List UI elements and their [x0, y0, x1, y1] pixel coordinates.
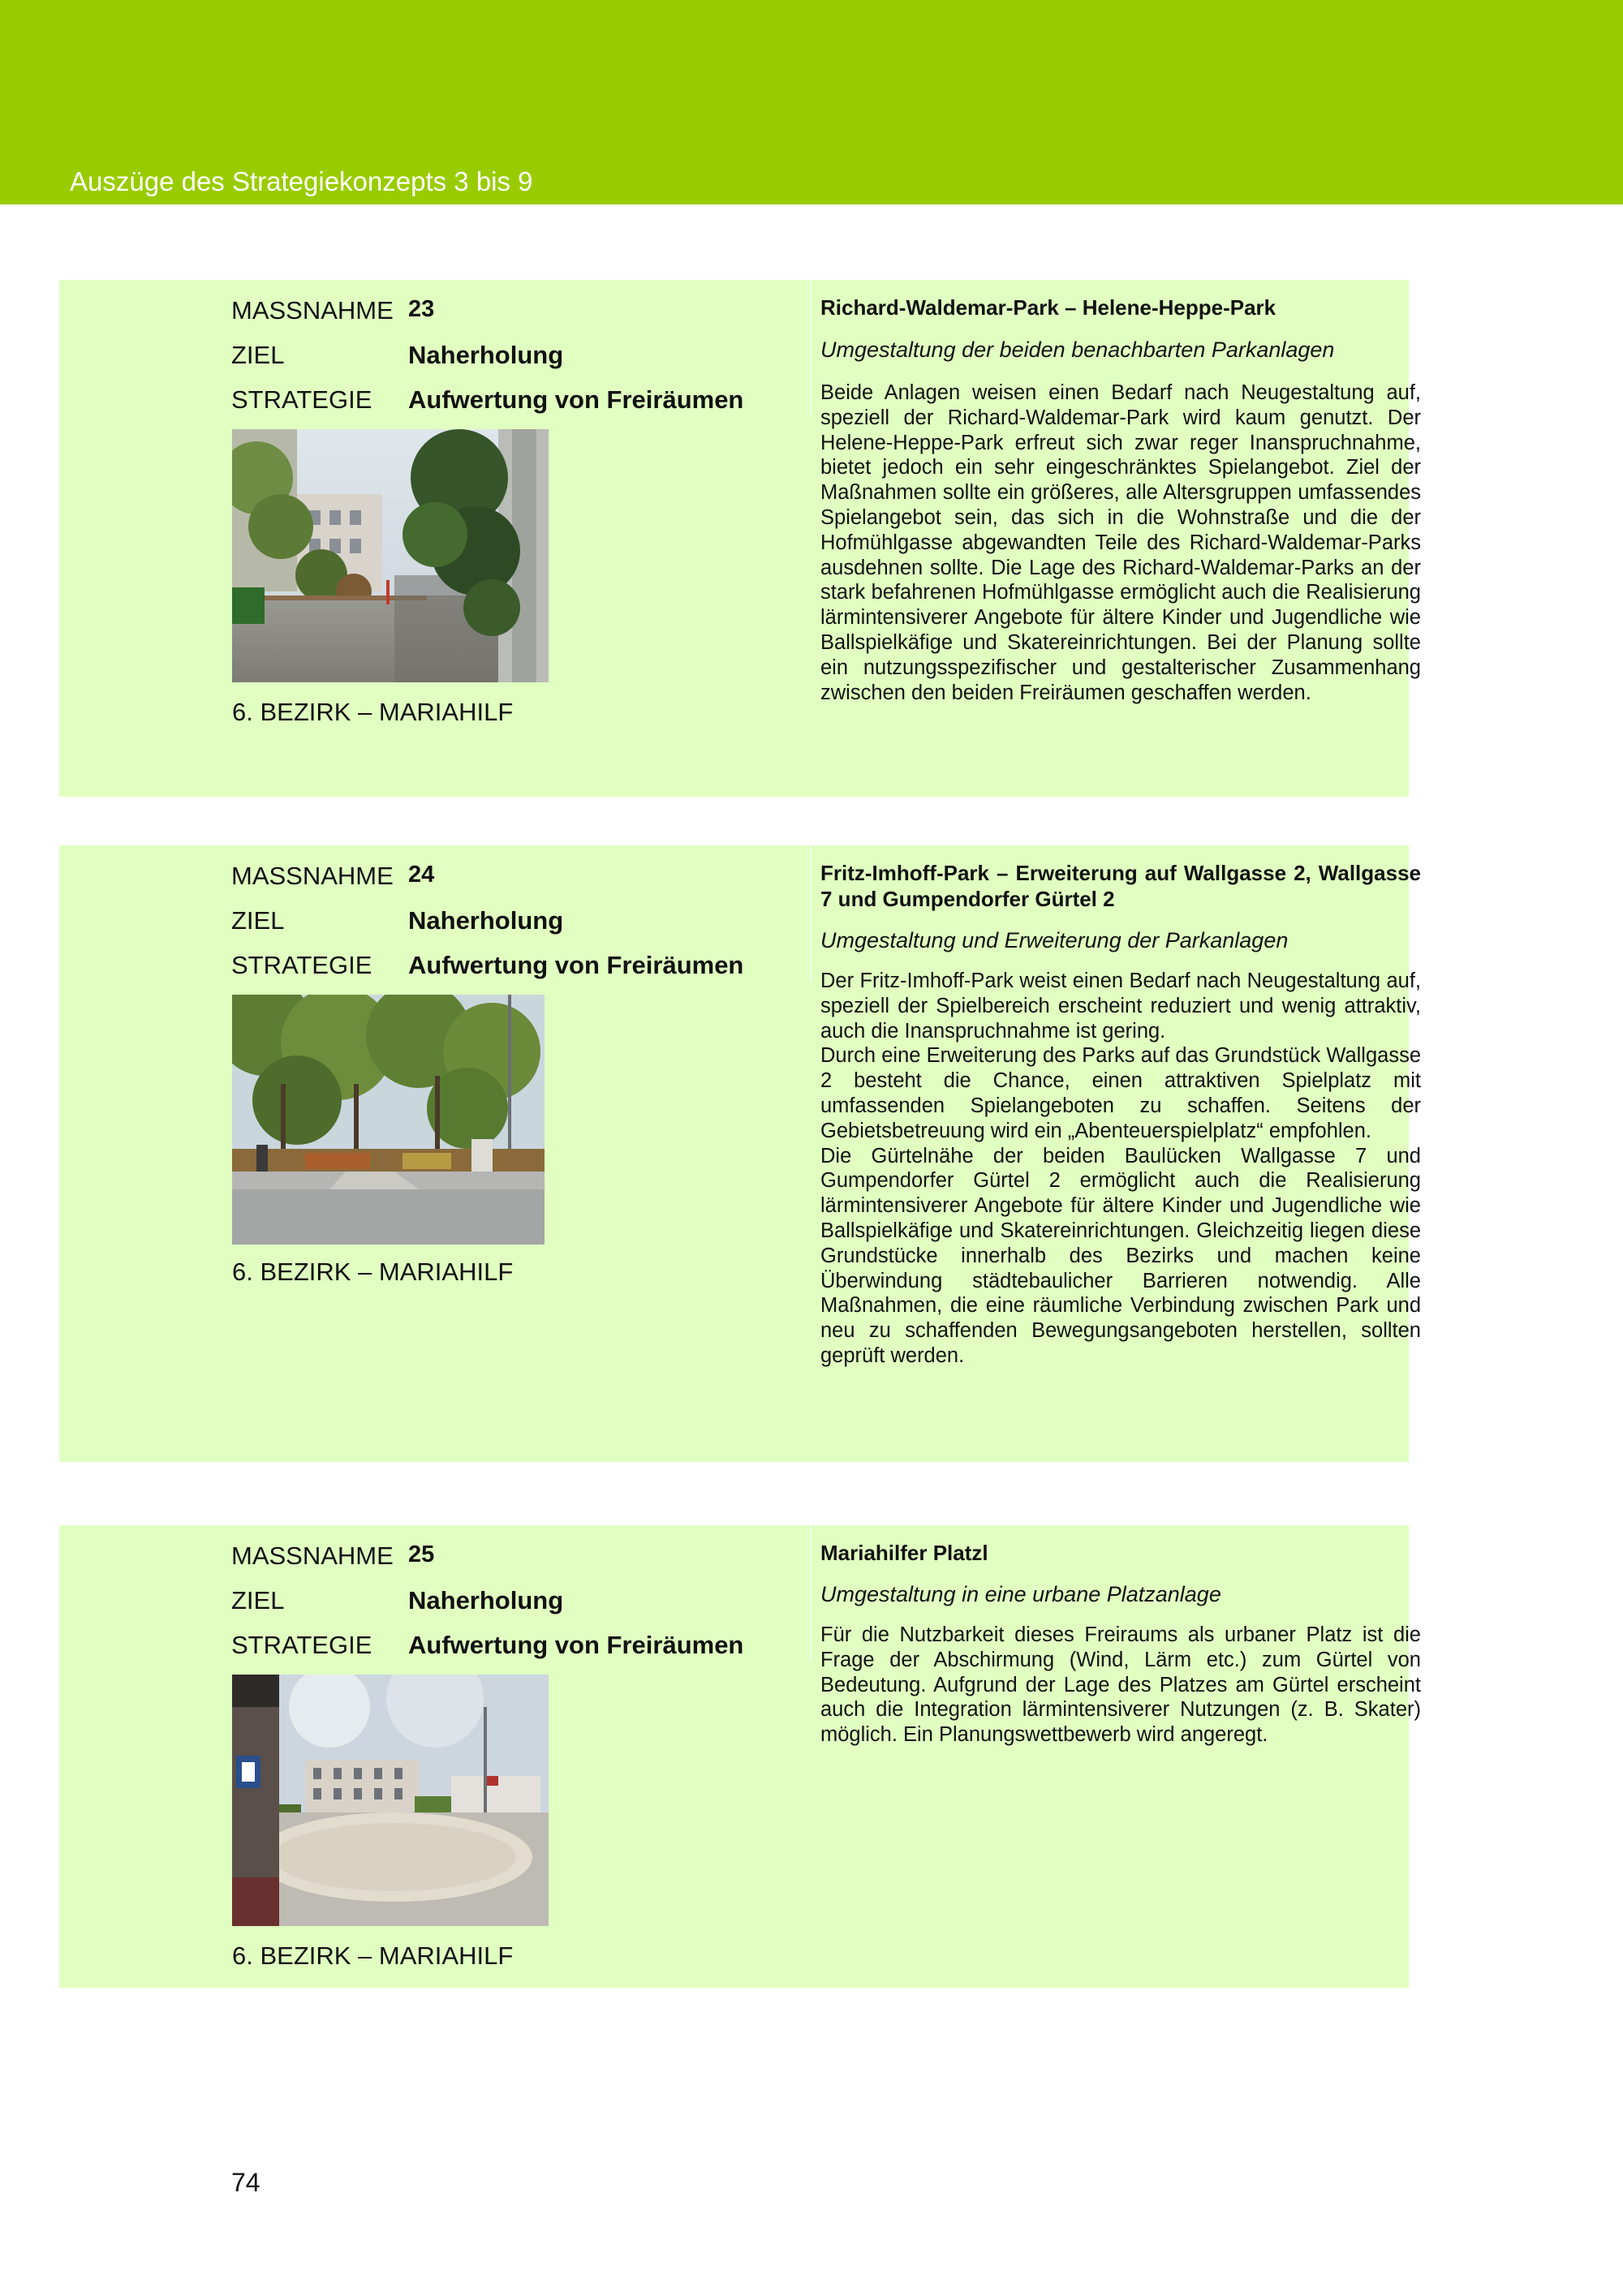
measure-card-25 — [59, 1525, 1421, 1988]
strategie-row — [231, 1631, 807, 1671]
measure-title: Mariahilfer Platzl — [820, 1541, 988, 1565]
strategie-value: Aufwertung von Freiräumen — [408, 385, 744, 414]
park-photo-23 — [232, 429, 549, 682]
ziel-row — [231, 341, 807, 381]
park-photo-23-svg — [232, 429, 549, 682]
strategie-label: STRATEGIE — [231, 1631, 372, 1659]
measure-subtitle: Umgestaltung der beiden benachbarten Parkanlagen — [820, 338, 1335, 362]
massnahme-label: MASSNAHME — [231, 1541, 394, 1570]
ziel-label: ZIEL — [231, 906, 285, 935]
body-paragraph: Für die Nutzbarkeit dieses Freiraums als urbaner Platz ist die Frage der Abschirmung (Wind, Lärm etc.) zum Gürtel von Bedeutung. Aufgrund der Lage des Platzes am Gürtel erscheint auch die Integration lärmintensiverer Nutzungen (z. B. Skater) möglich. Ein Planungswettbewerb wird angeregt. — [820, 1623, 1421, 1747]
strategie-label: STRATEGIE — [231, 951, 372, 979]
massnahme-number: 25 — [408, 1541, 435, 1567]
body-paragraph: Beide Anlagen weisen einen Bedarf nach Neugestaltung auf, speziell der Richard-Waldemar-Park wird kaum genutzt. Der Helene-Heppe-Park erfreut sich zwar reger Inanspruchnahme, bietet jedoch ein sehr eingeschränktes Spielangebot. Ziel der Maßnahmen sollte ein größeres, alle Altersgruppen umfassendes Spielangebot sein, das sich in die Wohnstraße und die der Hofmühlgasse abgewandten Teile des Richard-Waldemar-Parks ausdehnen sollte. Die Lage des Richard-Waldemar-Parks an der stark befahrenen Hofmühlgasse ermöglicht auch die Realisierung lärmintensiverer Angebote für ältere Kinder und Jugendliche wie Ballspielkäfige und Skatereinrichtungen. Bei der Planung sollte ein nutzungsspezifischer und gestalterischer Zusammenhang zwischen den beiden Freiräumen geschaffen werden. — [820, 381, 1421, 704]
massnahme-number: 24 — [408, 862, 435, 888]
ziel-label: ZIEL — [231, 341, 285, 369]
strategie-row — [231, 951, 807, 991]
park-photo-24 — [232, 995, 545, 1245]
measure-subtitle: Umgestaltung und Erweiterung der Parkanlagen — [820, 928, 1289, 952]
ziel-row — [231, 1586, 807, 1627]
meta-divider — [810, 845, 812, 982]
body-paragraph: Der Fritz-Imhoff-Park weist einen Bedarf nach Neugestaltung auf, speziell der Spielbereich erscheint reduziert und wenig attraktiv, auch die Inanspruchnahme ist gering. — [820, 970, 1421, 1043]
massnahme-row — [231, 296, 807, 337]
measure-body — [820, 381, 1421, 705]
measure-subtitle: Umgestaltung in eine urbane Platzanlage — [820, 1582, 1221, 1606]
measure-title: Richard-Waldemar-Park – Helene-Heppe-Park — [820, 295, 1276, 320]
body-paragraph: Die Gürtelnähe der beiden Baulücken Wallgasse 7 und Gumpendorfer Gürtel 2 ermöglicht auch die Realisierung lärmintensiverer Angebote für ältere Kinder und Jugendliche wie Ballspielkäfige und Skatereinrichtungen. Gleichzeitig liegen diese Grundstücke innerhalb des Bezirks und machen keine Überwindung städtebaulicher Barrieren notwendig. Alle Maßnahmen, die eine räumliche Verbindung zwischen Park und neu zu schaffenden Bewegungsangeboten herstellen, sollten geprüft werden. — [820, 1144, 1421, 1367]
massnahme-label: MASSNAHME — [231, 862, 394, 890]
massnahme-row — [231, 862, 807, 902]
ziel-value: Naherholung — [408, 341, 564, 369]
ziel-row — [231, 906, 807, 947]
header-title: Auszüge des Strategiekonzepts 3 bis 9 — [70, 166, 533, 196]
meta-divider — [810, 280, 812, 416]
district-label: 6. BEZIRK – MARIAHILF — [232, 698, 514, 726]
strategie-row — [231, 385, 807, 426]
massnahme-label: MASSNAHME — [231, 296, 394, 325]
square-photo-25-svg — [232, 1675, 549, 1926]
park-photo-24-svg — [232, 995, 545, 1245]
measure-card-23 — [59, 280, 1421, 797]
measure-title: Fritz-Imhoff-Park – Erweiterung auf Wallgasse 2, Wallgasse 7 und Gumpendorfer Gürtel 2 — [820, 861, 1421, 911]
massnahme-row — [231, 1541, 807, 1582]
strategie-value: Aufwertung von Freiräumen — [408, 951, 744, 979]
strategie-value: Aufwertung von Freiräumen — [408, 1631, 744, 1659]
measure-card-24 — [59, 845, 1421, 1462]
meta-divider — [810, 1525, 812, 1662]
massnahme-number: 23 — [408, 296, 435, 322]
ziel-value: Naherholung — [408, 906, 564, 935]
district-label: 6. BEZIRK – MARIAHILF — [232, 1258, 514, 1286]
district-label: 6. BEZIRK – MARIAHILF — [232, 1941, 514, 1970]
strategie-label: STRATEGIE — [231, 385, 372, 414]
header-band — [0, 0, 1623, 204]
body-paragraph: Durch eine Erweiterung des Parks auf das Grundstück Wallgasse 2 besteht die Chance, einen attraktiven Spielplatz mit umfassenden Spielangeboten zu schaffen. Seitens der Gebietsbetreuung wird ein „Abenteuerspielplatz“ empfohlen. — [820, 1044, 1421, 1142]
measure-body — [820, 1623, 1421, 1748]
ziel-value: Naherholung — [408, 1586, 564, 1615]
square-photo-25 — [232, 1675, 549, 1926]
page-number: 74 — [231, 2168, 260, 2197]
measure-body — [820, 969, 1421, 1369]
ziel-label: ZIEL — [231, 1586, 285, 1615]
